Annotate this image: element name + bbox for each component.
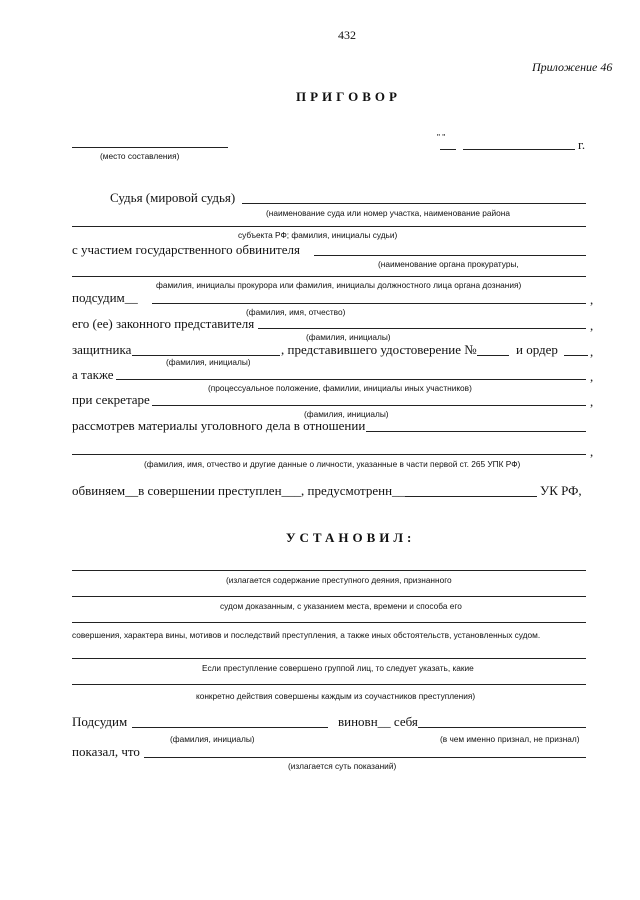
code-label: УК РФ, [540,483,582,498]
case-caption: (фамилия, имя, отчество и другие данные о личности, указанные в части первой ст. 265 УПК РФ) [144,459,521,469]
defendant2-caption: (фамилия, инициалы) [170,734,255,744]
defendant2-label: Подсудим [72,714,128,729]
also-caption: (процессуальное положение, фамилии, инициалы иных участников) [208,383,472,393]
established-caption-1: (излагается содержание преступного деяния, признанного [226,575,452,585]
judge-line [242,203,586,204]
date-quotes: " " [437,132,446,142]
defendant-caption: (фамилия, имя, отчество) [246,307,346,317]
comma-secretary: , [590,394,594,409]
prosecutor-line [314,255,586,256]
also-line [116,379,586,380]
certificate-label: , представившего удостоверение № [281,342,477,357]
certificate-number-line [477,355,509,356]
year-suffix: г. [578,137,586,152]
place-caption: (место составления) [100,151,180,161]
established-caption-5: конкретно действия совершены каждым из соучастников преступления) [196,691,476,701]
comma-representative: , [590,318,594,333]
comma-case: , [590,444,594,459]
testimony-line [144,757,586,758]
established-caption-4: Если преступление совершено группой лиц, то следует указать, какие [202,663,474,673]
secretary-caption: (фамилия, инициалы) [304,409,389,419]
defendant-label: подсудим__ [72,290,138,305]
defender-label: защитника [72,342,132,357]
article-line [405,496,537,497]
plea-line [418,727,586,728]
warrant-line [564,355,588,356]
representative-caption: (фамилия, инициалы) [306,332,391,342]
testified-label: показал, что [72,744,140,759]
case-line [366,431,586,432]
comma-also: , [590,369,594,384]
comma-defendant: , [590,292,594,307]
established-line-3 [72,622,586,623]
case-label: рассмотрев материалы уголовного дела в отношении [72,418,366,433]
date-day-line [440,149,456,150]
representative-label: его (ее) законного представителя [72,316,255,331]
comma-warrant: , [590,344,594,359]
defender-caption: (фамилия, инициалы) [166,357,251,367]
testimony-caption: (излагается суть показаний) [288,761,397,771]
prosecutor-label: с участием государственного обвинителя [72,242,300,257]
document-title: ПРИГОВОР [296,89,401,104]
secretary-line [152,405,586,406]
subject-line [72,226,586,227]
established-line-4 [72,658,586,659]
defender-line [132,355,280,356]
appendix-label: Приложение 46 [532,60,613,74]
court-caption: (наименование суда или номер участка, наименование района [266,208,510,218]
accused-text: обвиняем__в совершении преступлен___, предусмотренн__ [72,483,406,498]
case-line-2 [72,454,586,455]
page-number: 432 [338,28,356,42]
prosecutor-name-caption: фамилия, инициалы прокурора или фамилия, инициалы должностного лица органа дознания) [156,280,522,290]
established-title: УСТАНОВИЛ: [286,530,416,545]
warrant-label: и ордер [516,342,558,357]
place-line [72,147,228,148]
judge-label: Судья (мировой судья) [110,190,236,205]
prosecutor-name-line [72,276,586,277]
established-line-5 [72,684,586,685]
established-line-2 [72,596,586,597]
guilty-label: виновн__ себя [338,714,418,729]
established-caption-3: совершения, характера вины, мотивов и последствий преступления, а также иных обстоятельств, установленных судом. [72,630,541,640]
secretary-label: при секретаре [72,392,150,407]
date-month-line [463,149,575,150]
also-label: а также [72,367,114,382]
representative-line [258,328,586,329]
prosecutor-org-caption: (наименование органа прокуратуры, [378,259,519,269]
established-caption-2: судом доказанным, с указанием места, времени и способа его [220,601,462,611]
defendant-line [152,303,586,304]
subject-caption: субъекта РФ; фамилия, инициалы судьи) [238,230,398,240]
plea-caption: (в чем именно признал, не признал) [440,734,580,744]
established-line-1 [72,570,586,571]
defendant2-line [132,727,328,728]
